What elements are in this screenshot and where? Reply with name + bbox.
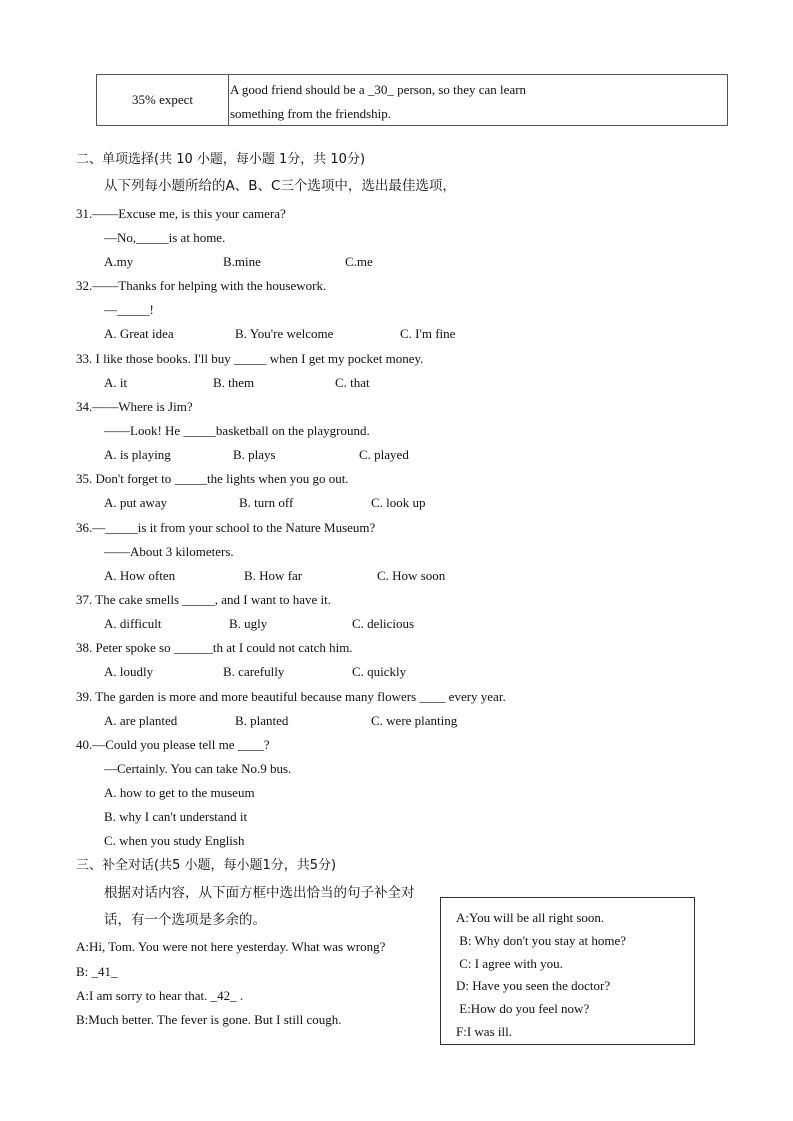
question-stem: 40.—Could you please tell me ____? [76, 737, 270, 752]
question-stem: 37. The cake smells _____, and I want to have it. [76, 592, 332, 607]
option-a: A. is playing [104, 447, 171, 462]
question-stem: 35. Don't forget to _____the lights when you go out. [76, 471, 349, 486]
section-3-instruction-line-2: 话，有一个选项是多余的。 [104, 912, 266, 928]
option-c: C. played [359, 447, 409, 462]
section-3-title: 三、补全对话(共5 小题，每小题1分，共5分) [76, 858, 337, 873]
option-a: A. loudly [104, 664, 154, 679]
option-a: A. Great idea [104, 326, 174, 341]
question-stem: 32.——Thanks for helping with the housework. [76, 278, 327, 293]
question-stem: 33. I like those books. I'll buy _____ when I get my pocket money. [76, 351, 424, 366]
option-a: A. how to get to the museum [104, 785, 255, 800]
question-stem: 36.—_____is it from your school to the Nature Museum? [76, 520, 376, 535]
question-line: ——Look! He _____basketball on the playground. [104, 423, 370, 438]
option-a: A. difficult [104, 616, 162, 631]
option-a: A.my [104, 254, 134, 269]
dialogue-line: B: _41_ [76, 964, 118, 979]
question-stem: 38. Peter spoke so ______th at I could not catch him. [76, 640, 353, 655]
question-stem: 31.——Excuse me, is this your camera? [76, 206, 286, 221]
option-b: B. ugly [229, 616, 268, 631]
option-c: C. when you study English [104, 833, 245, 848]
section-3-instruction-line-1: 根据对话内容，从下面方框中选出恰当的句子补全对 [104, 885, 415, 901]
question-line: —No,_____is at home. [104, 230, 226, 245]
option-b: B. carefully [223, 664, 285, 679]
option-c: C. that [335, 375, 370, 390]
option-b: B. why I can't understand it [104, 809, 248, 824]
option-b: B. turn off [239, 495, 294, 510]
option-line: A:You will be all right soon. [456, 910, 605, 925]
option-line: E:How do you feel now? [456, 1001, 590, 1016]
question-line: —_____! [104, 302, 154, 317]
option-line: F:I was ill. [456, 1024, 512, 1039]
table-cell-statement [230, 78, 720, 126]
option-b: B. planted [235, 713, 289, 728]
table-statement-line-1: A good friend should be a _30_ person, so they can learn [230, 82, 527, 97]
option-b: B. You're welcome [235, 326, 334, 341]
option-c: C. I'm fine [400, 326, 456, 341]
option-c: C. were planting [371, 713, 458, 728]
dialogue-line: B:Much better. The fever is gone. But I still cough. [76, 1012, 342, 1027]
section-2-title: 二、单项选择(共 10 小题，每小题 1分，共 10分) [76, 152, 366, 167]
option-a: A. are planted [104, 713, 178, 728]
option-line: B: Why don't you stay at home? [456, 933, 626, 948]
dialogue-line: A:Hi, Tom. You were not here yesterday. What was wrong? [76, 939, 386, 954]
question-stem: 39. The garden is more and more beautiful because many flowers ____ every year. [76, 689, 506, 704]
option-c: C. look up [371, 495, 426, 510]
dialogue-options-box [440, 897, 695, 1045]
option-b: B.mine [223, 254, 261, 269]
section-2-instruction: 从下列每小题所给的A、B、C三个选项中，选出最佳选项， [104, 178, 456, 194]
option-c: C. quickly [352, 664, 407, 679]
option-c: C.me [345, 254, 373, 269]
option-line: D: Have you seen the doctor? [456, 978, 611, 993]
option-b: B. them [213, 375, 255, 390]
option-a: A. it [104, 375, 128, 390]
question-line: —Certainly. You can take No.9 bus. [104, 761, 292, 776]
option-c: C. delicious [352, 616, 415, 631]
table-cell-percent: 35% expect [97, 75, 229, 125]
option-b: B. plays [233, 447, 276, 462]
question-stem: 34.——Where is Jim? [76, 399, 193, 414]
option-a: A. put away [104, 495, 168, 510]
survey-table-row [96, 74, 728, 126]
dialogue-line: A:I am sorry to hear that. _42_ . [76, 988, 244, 1003]
option-line: C: I agree with you. [456, 956, 563, 971]
option-a: A. How often [104, 568, 176, 583]
option-b: B. How far [244, 568, 303, 583]
table-statement-line-2: something from the friendship. [230, 106, 392, 121]
question-line: ——About 3 kilometers. [104, 544, 234, 559]
option-c: C. How soon [377, 568, 446, 583]
